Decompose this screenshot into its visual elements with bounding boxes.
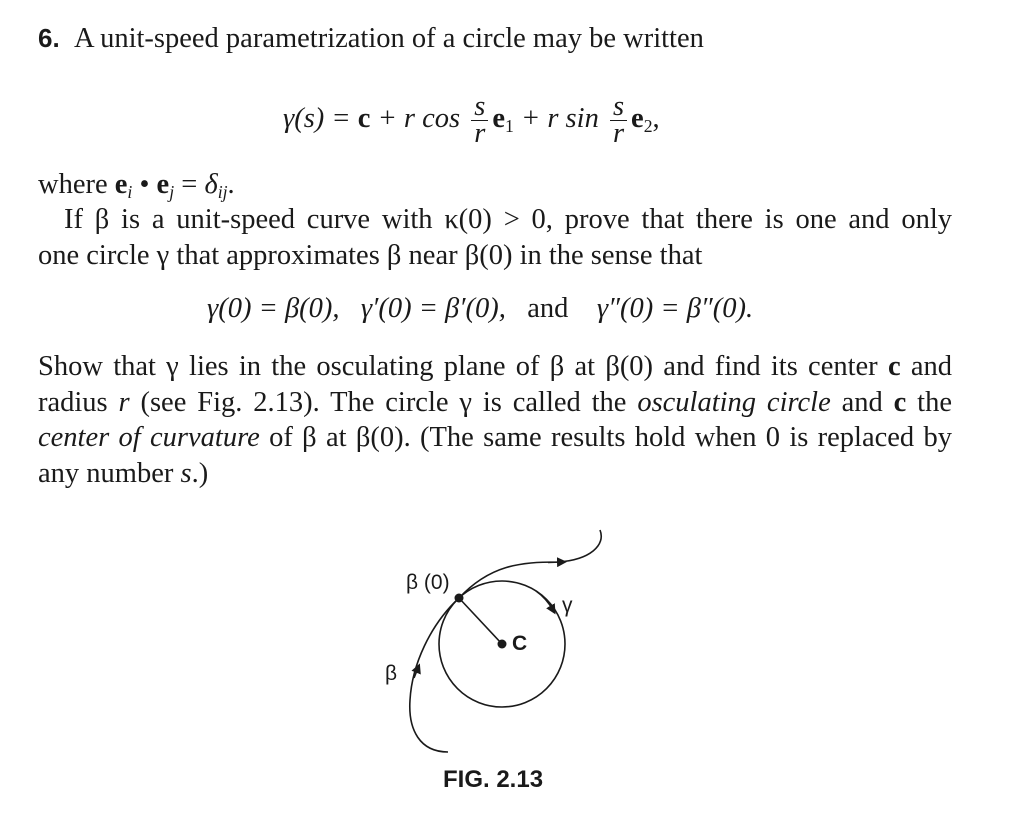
figure-label-center: C [512,632,528,655]
where-ej: e [156,169,170,200]
eq1-e2: e [631,103,644,135]
eq1-frac1-numerator: s [471,94,488,121]
paragraph1-row1-text: If β is a unit-speed curve with κ(0) > 0, prove that there is one and only [64,204,952,235]
p2-row1-a: Show that γ lies in the osculating plane of β at β(0) and find its center [38,351,888,382]
p2-row2-r: r [118,386,130,418]
paragraph1-row2-text: one circle γ that approximates β near β(0) in the sense that [38,239,703,271]
eq1-r-sin: + r sin [513,103,606,135]
radius-line [459,598,502,644]
where-tail: . [227,169,235,200]
beta-curve-lower [410,598,459,752]
eq1-frac2-denominator: r [612,118,625,149]
p2-row2-b: (see Fig. 2.13). The circle γ is called the [129,386,638,418]
p2-row2-end: the [906,386,952,418]
problem-number-dot: . [52,23,60,53]
p2-row2-c: c [893,386,907,418]
figure-caption: FIG. 2.13 [443,766,544,793]
eq2-and: and [527,293,569,324]
where-delta: δ [204,169,218,200]
eq1-frac2-numerator: s [610,94,627,121]
eq1-e1-sub: 1 [505,116,514,137]
figure-label-gamma: γ [562,594,573,617]
eq2-part3: γ″(0) = β″(0). [596,293,754,324]
p2-row4-b: .) [191,457,209,489]
eq1-frac1-denominator: r [474,118,486,149]
problem-number: 6 [38,23,53,53]
where-equals: = [174,169,205,200]
eq1-e1: e [492,103,506,135]
p2-row2-c-pre: and [830,386,894,418]
p2-row1-b: and [900,351,952,382]
eq2-part2: γ′(0) = β′(0), [360,293,506,324]
where-dot: • [132,169,157,200]
p2-row4-a: any number [38,457,181,489]
p2-row4-s: s [180,457,192,489]
eq1-tail: , [652,103,660,135]
where-ei: e [114,169,128,200]
figure-label-beta: β [385,662,398,685]
beta0-point [455,594,464,603]
p2-row2-term: osculating circle [637,386,831,418]
center-point [498,640,507,649]
where-ej-sub: j [169,182,175,202]
p2-row3-term: center of curvature [38,422,260,453]
p2-row2-a: radius [38,386,119,418]
figure-label-beta0: β (0) [406,571,450,594]
eq1-center-vector: c [357,103,371,135]
problem-intro-text: A unit-speed parametrization of a circle may be written [73,23,704,54]
eq1-lhs: γ(s) = [283,103,358,135]
eq1-r-cos: + r cos [370,103,468,135]
where-delta-sub: ij [217,182,228,202]
p2-row3-b: of β at β(0). (The same results hold when 0 is replaced by [259,422,952,453]
eq2-part1: γ(0) = β(0), [207,293,340,324]
p2-row1-c: c [887,351,901,382]
where-word: where [38,169,115,200]
gamma-direction-arrow [536,591,553,610]
where-ei-sub: i [127,182,133,202]
beta-upper-arrow [548,562,562,563]
eq1-e2-sub: 2 [643,116,653,137]
